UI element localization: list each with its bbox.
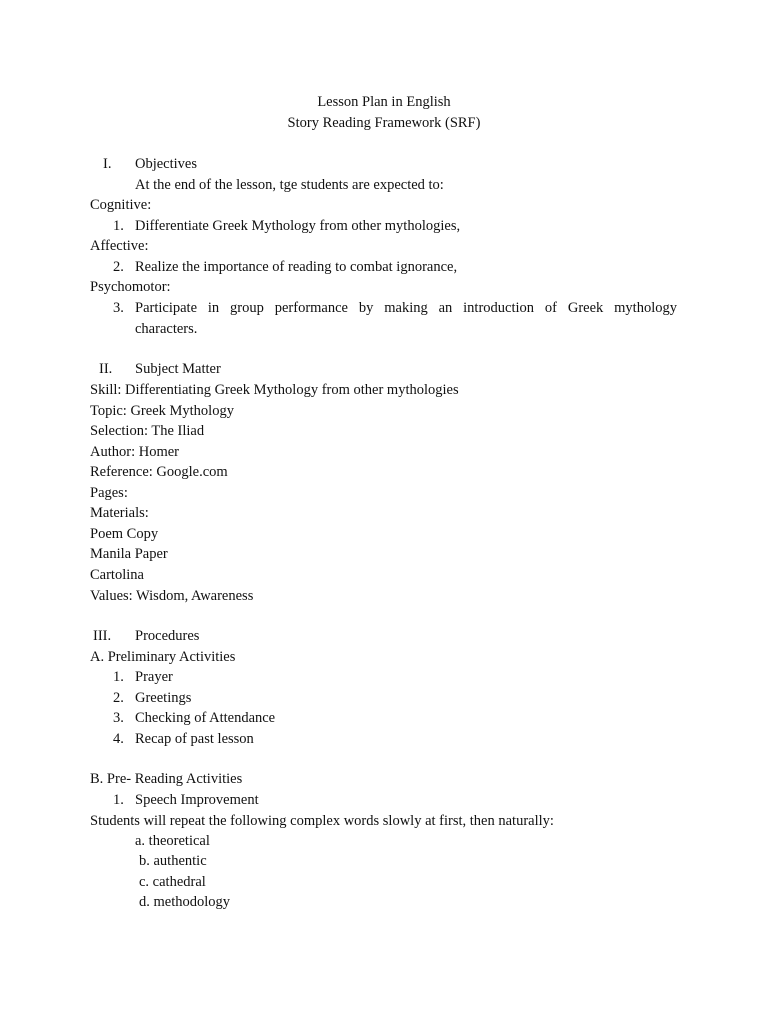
list-item: Checking of Attendance	[135, 710, 276, 726]
word-item: d. methodology	[139, 894, 231, 910]
objective-number: 1.	[113, 218, 124, 234]
objective-item: Differentiate Greek Mythology from other mythologies,	[135, 218, 461, 234]
list-item: Prayer	[135, 669, 173, 685]
author-line: Author: Homer	[90, 444, 179, 460]
objective-item: Participate in group performance by making an introduction of Greek mythology	[135, 300, 677, 316]
list-item: Speech Improvement	[135, 792, 259, 808]
instruction-text: Students will repeat the following complex words slowly at first, then naturally:	[90, 813, 554, 829]
affective-label: Affective:	[90, 238, 149, 254]
selection-line: Selection: The Iliad	[90, 423, 205, 439]
section-heading-subject-matter: Subject Matter	[135, 361, 221, 377]
document-subtitle: Story Reading Framework (SRF)	[287, 115, 481, 131]
material-item: Poem Copy	[90, 526, 159, 542]
psychomotor-label: Psychomotor:	[90, 279, 171, 295]
objective-number: 3.	[113, 300, 124, 316]
objectives-intro: At the end of the lesson, tge students are expected to:	[135, 177, 444, 193]
word-item: b. authentic	[139, 853, 207, 869]
document-title: Lesson Plan in English	[317, 94, 451, 110]
list-item-number: 3.	[113, 710, 124, 726]
section-numeral-subject-matter: II.	[99, 361, 113, 377]
section-numeral-objectives: I.	[103, 156, 112, 172]
materials-label: Materials:	[90, 505, 149, 521]
objective-item: Realize the importance of reading to combat ignorance,	[135, 259, 458, 275]
list-item: Recap of past lesson	[135, 731, 254, 747]
section-heading-procedures: Procedures	[135, 628, 200, 644]
pages-line: Pages:	[90, 485, 128, 501]
objective-number: 2.	[113, 259, 124, 275]
section-heading-objectives: Objectives	[135, 156, 198, 172]
list-item-number: 4.	[113, 731, 124, 747]
word-item: c. cathedral	[139, 874, 206, 890]
list-item-number: 1.	[113, 669, 124, 685]
list-item-number: 2.	[113, 690, 124, 706]
pre-reading-heading: B. Pre- Reading Activities	[90, 771, 243, 787]
list-item-number: 1.	[113, 792, 124, 808]
reference-line: Reference: Google.com	[90, 464, 228, 480]
section-numeral-procedures: III.	[93, 628, 112, 644]
objective-item-continuation: characters.	[135, 321, 198, 337]
preliminary-activities-heading: A. Preliminary Activities	[90, 649, 236, 665]
material-item: Manila Paper	[90, 546, 168, 562]
list-item: Greetings	[135, 690, 192, 706]
values-line: Values: Wisdom, Awareness	[90, 588, 254, 604]
topic-line: Topic: Greek Mythology	[90, 403, 234, 419]
skill-line: Skill: Differentiating Greek Mythology from other mythologies	[90, 382, 459, 398]
word-item: a. theoretical	[135, 833, 210, 849]
cognitive-label: Cognitive:	[90, 197, 152, 213]
material-item: Cartolina	[90, 567, 144, 583]
